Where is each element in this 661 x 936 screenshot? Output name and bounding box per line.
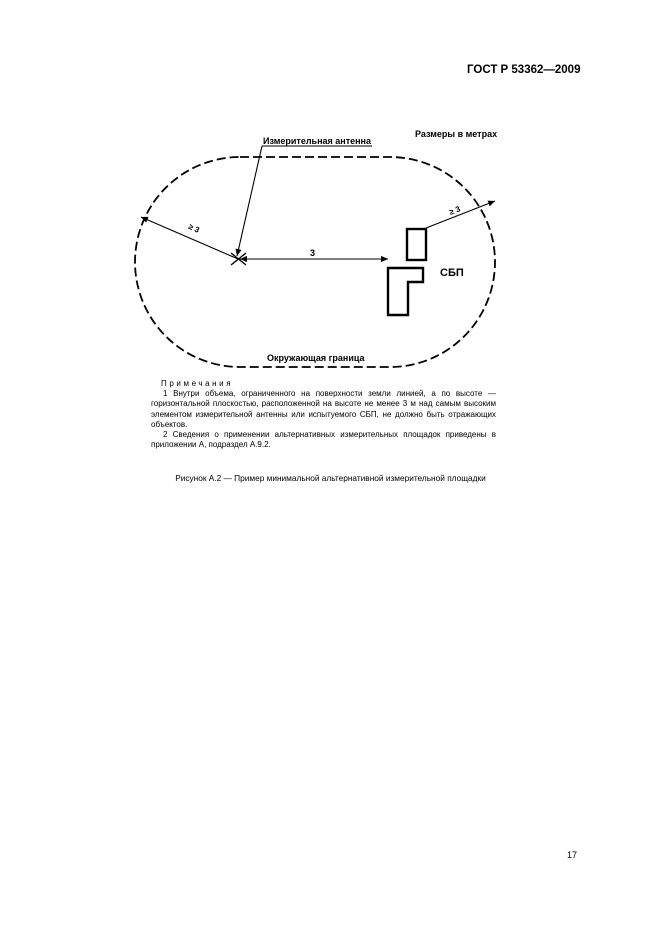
figure-caption: Рисунок А.2 — Пример минимальной альтернативной измерительной площадки (175, 473, 486, 483)
note-item: 1 Внутри объема, ограниченного на поверхности земли линией, а по высоте — горизонтальной плоскостью, расположенной на высоте не менее 3 м над самым высоким элементом измерительной антенны или испытуемого СБП, не должно быть отражающих объектов. (151, 389, 496, 429)
boundary-dashed-line (135, 157, 495, 367)
dimensions-note: Размеры в метрах (415, 129, 498, 139)
distance-label: 3 (310, 248, 316, 258)
antenna-leader-line (237, 146, 262, 256)
notes-title: Примечания (161, 379, 234, 388)
radius-right-label: ≥ 3 (447, 204, 462, 217)
boundary-label: Окружающая граница (267, 353, 365, 363)
note-item: 2 Сведения о применении альтернативных измерительных площадок приведены в приложении А, подраздел А.9.2. (151, 430, 496, 450)
eut-equipment-symbol (388, 229, 426, 315)
radius-left-label: ≥ 3 (187, 222, 201, 235)
page-number: 17 (567, 850, 578, 860)
antenna-label: Измерительная антенна (263, 136, 371, 146)
notes-block (151, 379, 496, 450)
test-site-diagram (0, 0, 661, 400)
standard-code-header: ГОСТ Р 53362—2009 (467, 64, 581, 76)
eut-label: СБП (440, 267, 464, 279)
radius-right-arrow (426, 201, 495, 228)
